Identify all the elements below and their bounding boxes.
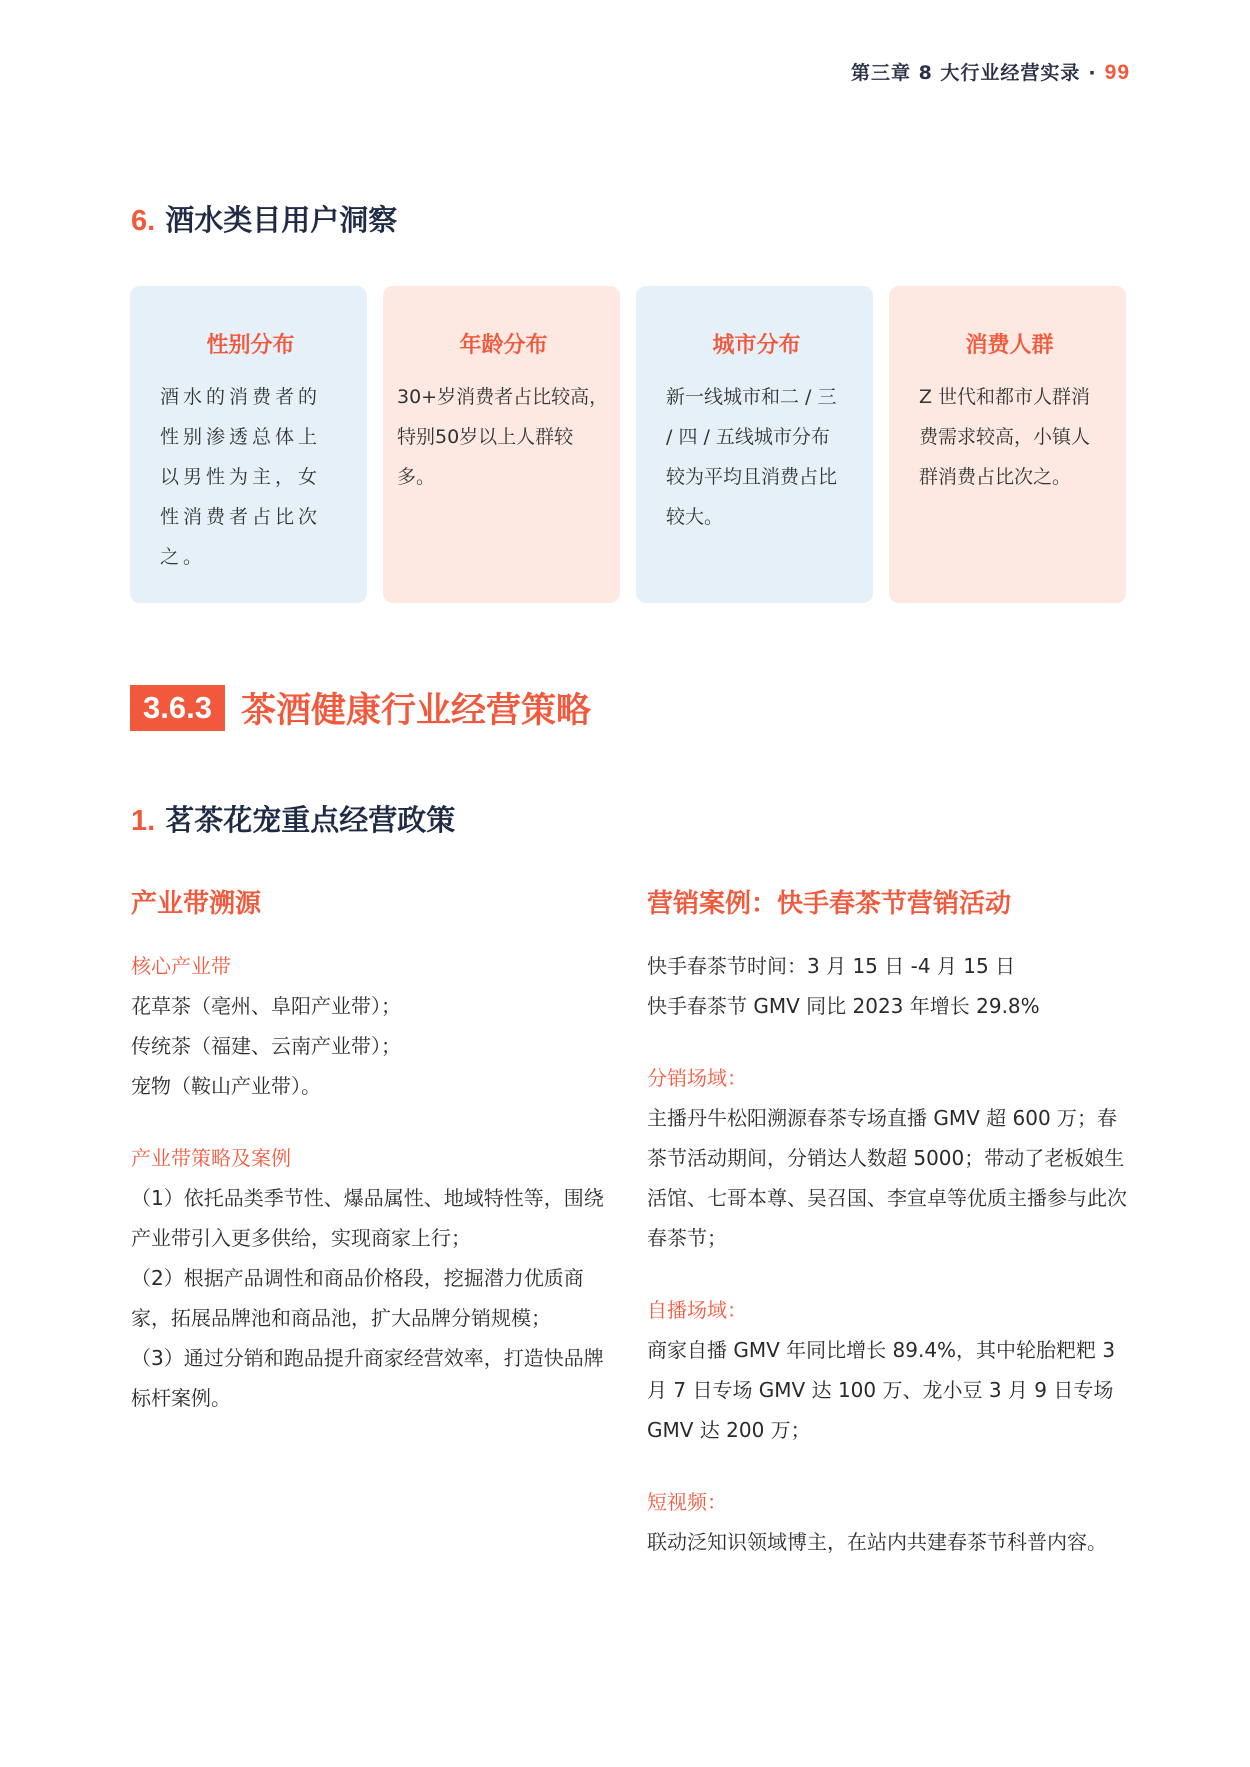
self-broadcast-paragraph: 商家自播 GMV 年同比增长 89.4%，其中轮胎粑粑 3 月 7 日专场 GMV 达 100 万、龙小豆 3 月 9 日专场 GMV 达 200 万； [647,1338,1116,1442]
section-1-number: 1. [131,805,156,837]
card-body: 酒水的消费者的性别渗透总体上以男性为主，女性消费者占比次之。 [160,386,322,568]
list-item: 宠物（鞍山产业带）。 [131,1074,321,1098]
section-363-heading [130,683,591,733]
strategy-paragraph: （3）通过分销和跑品提升商家经营效率，打造快品牌标杆案例。 [131,1346,604,1410]
card-title: 年龄分布 [459,333,548,358]
right-column [647,882,1127,1562]
card-body: 新一线城市和二 / 三 / 四 / 五线城市分布较为平均且消费占比较大。 [666,386,838,528]
list-item: 花草茶（亳州、阜阳产业带）； [131,994,401,1018]
event-gmv: 快手春茶节 GMV 同比 2023 年增长 29.8% [647,994,1040,1018]
section-6-heading [131,198,397,239]
card-title: 性别分布 [206,333,295,358]
running-header [851,58,1130,85]
card-title: 城市分布 [712,333,801,358]
strategy-paragraph: （1）依托品类季节性、爆品属性、地域特性等，围绕产业带引入更多供给，实现商家上行； [131,1186,604,1250]
subheading-short-video: 短视频： [647,1490,727,1514]
left-column-title: 产业带溯源 [131,889,262,919]
header-separator: · [1088,62,1097,84]
card-consumers [889,286,1126,603]
section-363-title: 茶酒健康行业经营策略 [240,691,591,731]
card-title: 消费人群 [965,333,1054,358]
distribution-paragraph: 主播丹牛松阳溯源春茶专场直播 GMV 超 600 万；春茶节活动期间，分销达人数超 5000；带动了老板娘生活馆、七哥本尊、吴召国、李宣卓等优质主播参与此次春茶节； [647,1106,1127,1250]
card-age [383,286,620,603]
subheading-self-broadcast: 自播场域： [647,1298,747,1322]
insight-cards [130,286,1124,603]
section-6-number: 6. [131,205,156,237]
card-body: Z 世代和都市人群消费需求较高，小镇人群消费占比次之。 [919,386,1091,488]
subheading-strategy: 产业带策略及案例 [131,1146,291,1170]
strategy-paragraph: （2）根据产品调性和商品价格段，挖掘潜力优质商家，拓展品牌池和商品池，扩大品牌分销规模； [131,1266,584,1330]
section-number-badge: 3.6.3 [130,685,225,731]
card-body: 30+岁消费者占比较高，特别50岁以上人群较多。 [397,386,609,488]
event-time: 快手春茶节时间：3 月 15 日 -4 月 15 日 [647,954,1016,978]
subheading-distribution: 分销场域： [647,1066,747,1090]
chapter-label: 第三章 8 大行业经营实录 [850,62,1081,84]
section-1-heading [131,798,455,839]
card-gender [130,286,367,603]
right-column-title: 营销案例：快手春茶节营销活动 [647,889,1012,919]
section-6-title: 酒水类目用户洞察 [165,203,398,237]
page-number: 99 [1104,61,1130,84]
left-column [131,882,616,1418]
list-item: 传统茶（福建、云南产业带）； [131,1034,401,1058]
short-video-paragraph: 联动泛知识领域博主，在站内共建春茶节科普内容。 [647,1530,1107,1554]
card-city [636,286,873,603]
subheading-core-belt: 核心产业带 [131,954,231,978]
section-1-title: 茗茶花宠重点经营政策 [165,803,456,837]
